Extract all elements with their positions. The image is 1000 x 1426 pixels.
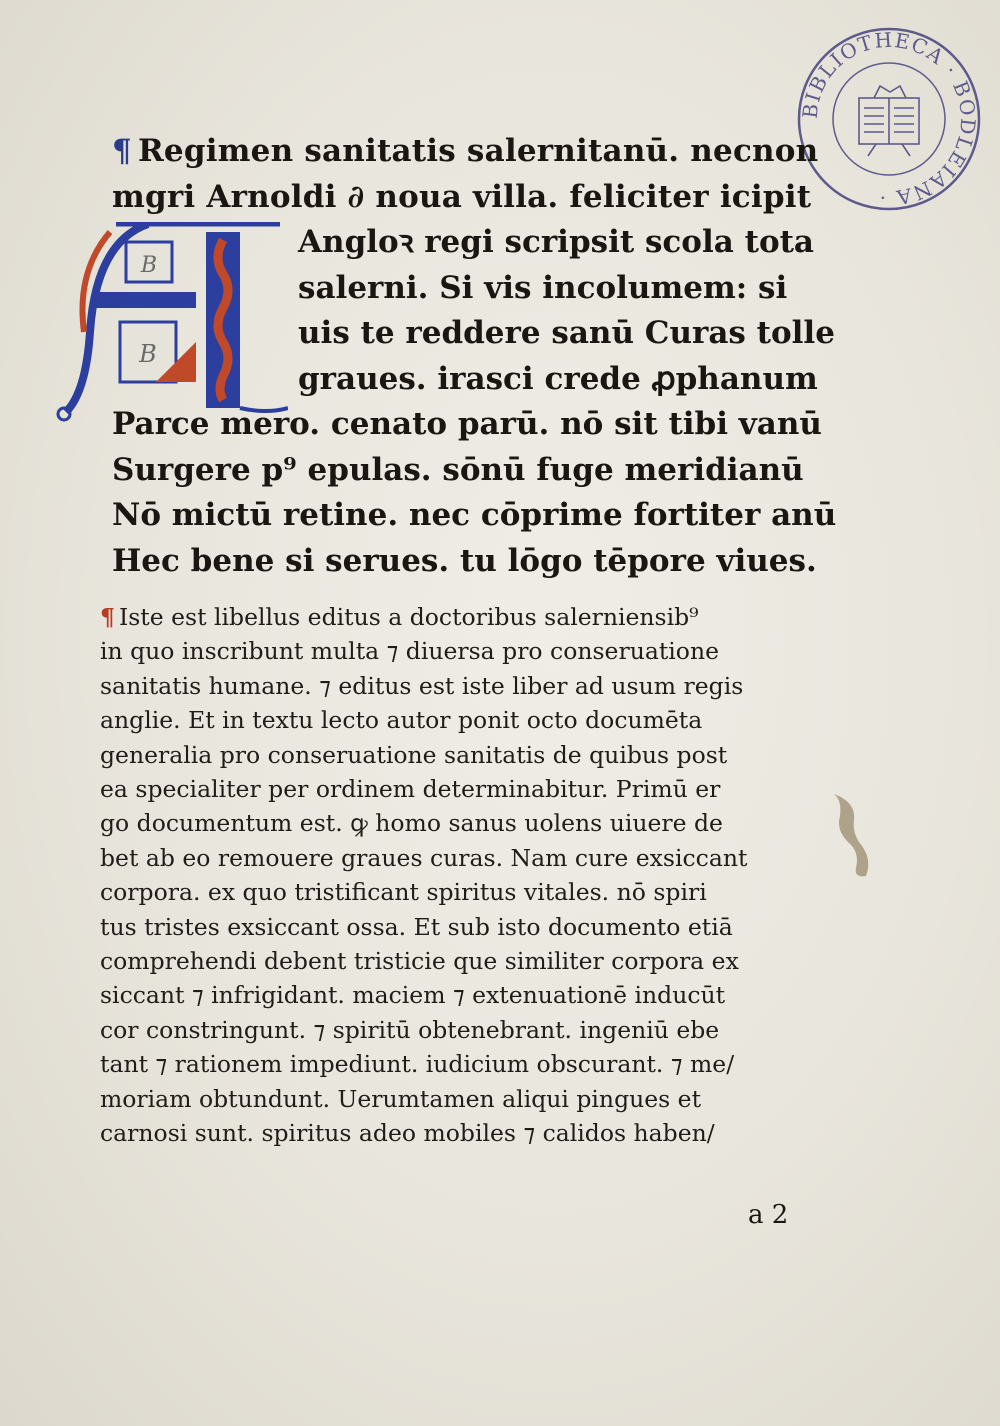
svg-text:B: B (140, 253, 158, 278)
commentary-line: sanitatis humane. ⁊ editus est iste liber ad usum regis (100, 671, 744, 700)
commentary-line: carnosi sunt. spiritus adeo mobiles ⁊ calidos haben/ (100, 1119, 715, 1148)
book-heading (112, 128, 819, 220)
svg-text:B: B (139, 340, 157, 368)
commentary-line: ¶ Iste est libellus editus a doctoribus salerniensib⁹ (100, 603, 699, 631)
signature-mark: a 2 (748, 1200, 789, 1230)
commentary-line: in quo inscribunt multa ⁊ diuersa pro conseruatione (100, 637, 719, 666)
commentary-line: comprehendi debent tristicie que similiter corpora ex (100, 947, 739, 976)
heading-line: mgri Arnoldi ∂ noua villa. feliciter icipit (112, 179, 812, 215)
library-stamp (796, 26, 982, 212)
commentary-block (100, 600, 800, 1151)
commentary-line: ea specialiter per ordinem determinabitur. Primū er (100, 775, 721, 804)
verse-line: Hec bene si serues. tu lōgo tēpore viues. (112, 542, 817, 579)
stamp-book-emblem (859, 86, 919, 156)
commentary-line: bet ab eo remouere graues curas. Nam cure exsiccant (100, 843, 748, 872)
commentary-line: go documentum est. ꝙ homo sanus uolens uiuere de (100, 809, 723, 838)
paper-stain (826, 790, 886, 880)
verse-line: uis te reddere sanū Curas tolle (298, 315, 835, 351)
commentary-line: generalia pro conseruatione sanitatis de quibus post (100, 740, 728, 769)
red-pilcrow-mark: ¶ (100, 603, 115, 631)
commentary-line: cor constringunt. ⁊ spiritū obtenebrant. ingeniū ebe (100, 1015, 720, 1044)
commentary-line: siccant ⁊ infrigidant. maciem ⁊ extenuationē inducūt (100, 981, 726, 1010)
stamp-ring-text: BIBLIOTHECA · BODLEIANA · (797, 27, 981, 211)
verse-block (112, 220, 837, 584)
commentary-line: tus tristes exsiccant ossa. Et sub isto documento etiā (100, 912, 733, 941)
verse-line: Parce mero. cenato parū. nō sit tibi vanū (112, 406, 822, 442)
commentary-line: anglie. Et in textu lecto autor ponit octo documēta (100, 706, 703, 735)
pilcrow-mark: ¶ (112, 133, 132, 169)
heading-line: ¶ Regimen sanitatis salernitanū. necnon (112, 133, 819, 169)
verse-line: graues. irasci crede ꝓphanum (298, 360, 818, 397)
verse-line: Nō mictū retine. nec cōprime fortiter anū (112, 497, 837, 533)
verse-line: Angloꝛ regi scripsit scola tota (298, 224, 815, 260)
commentary-line: tant ⁊ rationem impediunt. iudicium obscurant. ⁊ me/ (100, 1050, 735, 1079)
verse-line: Surgere p⁹ epulas. sōnū fuge meridianū (112, 451, 804, 488)
commentary-line: moriam obtundunt. Uerumtamen aliqui pingues et (100, 1084, 702, 1113)
commentary-line: corpora. ex quo tristificant spiritus vitales. nō spiri (100, 878, 707, 907)
verse-line: salerni. Si vis incolumem: si (298, 269, 788, 306)
